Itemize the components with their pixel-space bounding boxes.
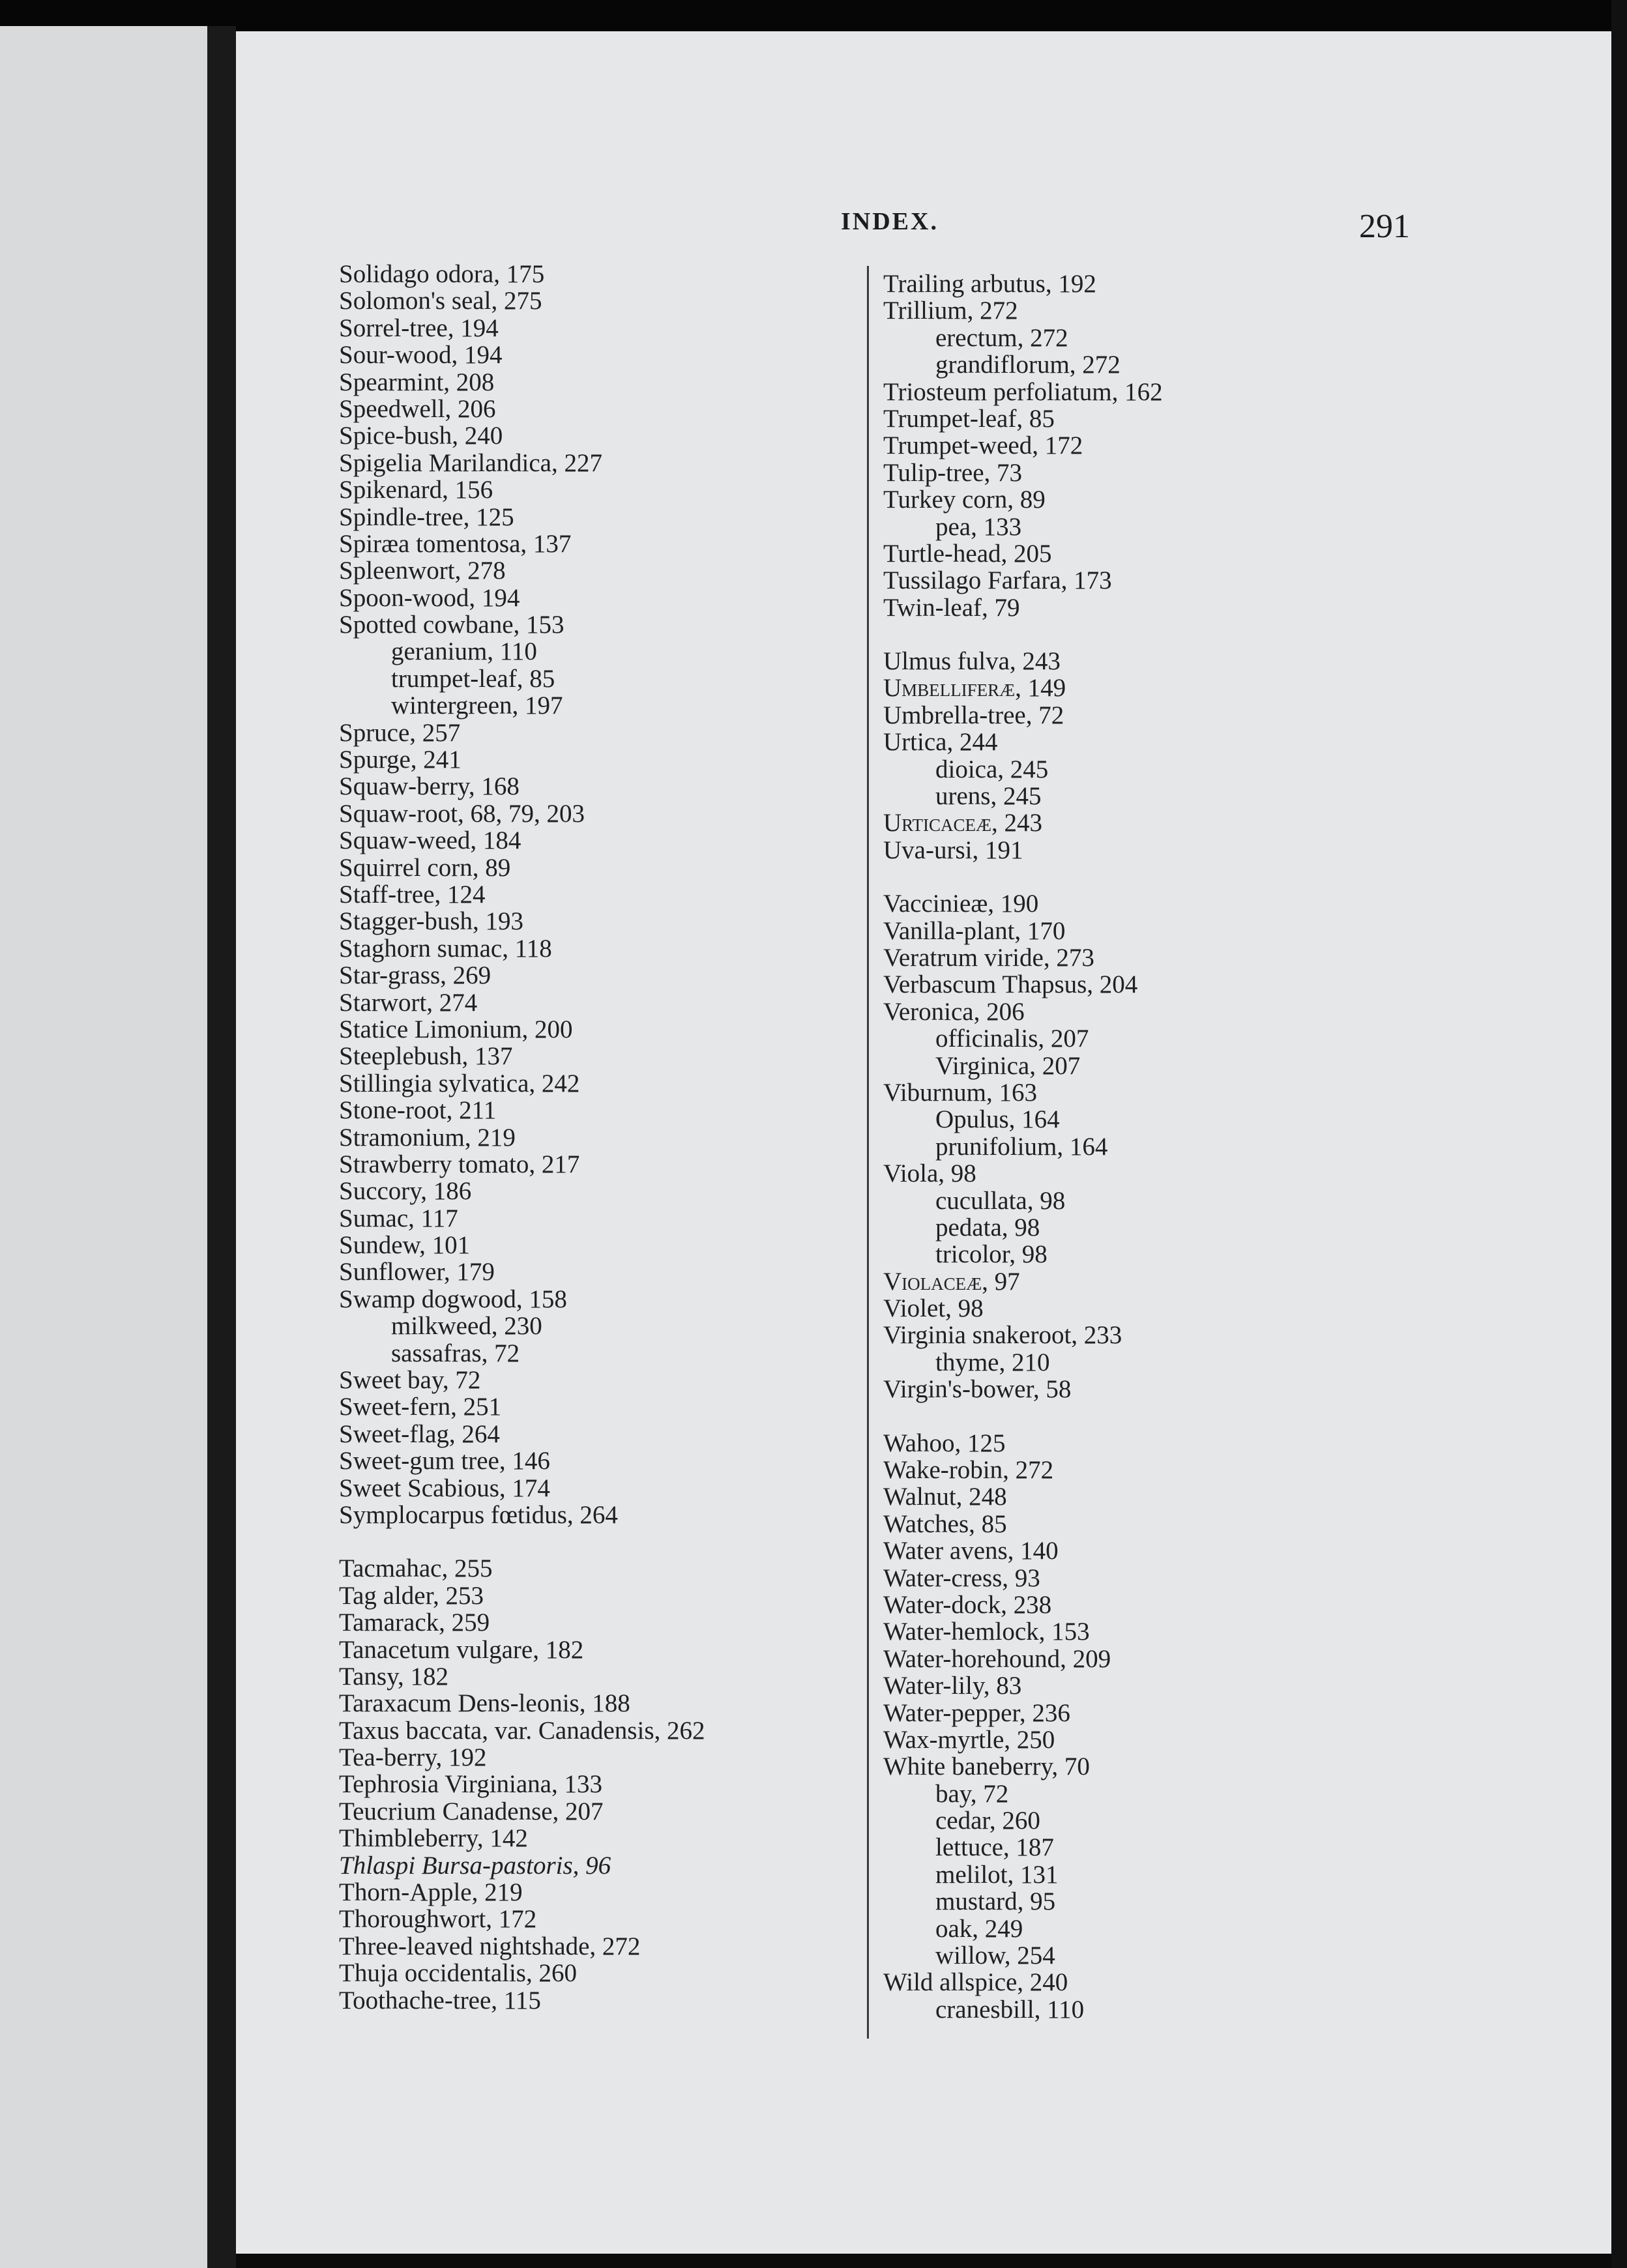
index-subentry: prunifolium, 164 (935, 1132, 1108, 1161)
index-entry: Tacmahac, 255 (339, 1554, 493, 1583)
index-subentry: erectum, 272 (935, 323, 1068, 352)
index-entry: Trillium, 272 (883, 297, 1018, 325)
index-subentry: oak, 249 (935, 1914, 1023, 1943)
index-entry: Steeplebush, 137 (339, 1042, 513, 1071)
index-subentry: bay, 72 (935, 1779, 1009, 1808)
scan-right-edge (1611, 0, 1627, 2268)
index-entry: Three-leaved nightshade, 272 (339, 1932, 641, 1960)
index-subentry: melilot, 131 (935, 1860, 1059, 1889)
index-entry: Solomon's seal, 275 (339, 287, 542, 315)
index-entry: Taxus baccata, var. Canadensis, 262 (339, 1716, 705, 1745)
index-entry: Wax-myrtle, 250 (883, 1725, 1055, 1754)
column-rule (867, 266, 869, 2039)
index-entry: Violet, 98 (883, 1294, 984, 1323)
index-subentry: pea, 133 (935, 512, 1022, 541)
index-entry: Viola, 98 (883, 1159, 976, 1188)
index-entry: Trumpet-leaf, 85 (883, 404, 1055, 433)
index-subentry: Opulus, 164 (935, 1105, 1060, 1134)
index-entry: Tulip-tree, 73 (883, 458, 1023, 487)
index-entry: Stagger-bush, 193 (339, 907, 524, 936)
index-entry: Wake-robin, 272 (883, 1456, 1054, 1485)
index-entry: Swamp dogwood, 158 (339, 1285, 567, 1313)
index-entry: Stone-root, 211 (339, 1096, 497, 1125)
index-entry: Sunflower, 179 (339, 1258, 495, 1287)
index-entry: Virgin's-bower, 58 (883, 1375, 1072, 1404)
index-entry: Tansy, 182 (339, 1662, 449, 1691)
index-entry: Water-dock, 238 (883, 1590, 1052, 1619)
index-entry: Staghorn sumac, 118 (339, 934, 552, 963)
index-entry: Watches, 85 (883, 1509, 1007, 1538)
index-subentry: sassafras, 72 (391, 1339, 520, 1367)
book-gutter (207, 26, 236, 2268)
index-subentry: willow, 254 (935, 1941, 1055, 1970)
index-entry: Spigelia Marilandica, 227 (339, 448, 602, 477)
index-entry: Tussilago Farfara, 173 (883, 566, 1112, 595)
index-subentry: milkweed, 230 (391, 1312, 542, 1341)
index-entry: Umbelliferæ, 149 (883, 674, 1066, 703)
index-entry: Sweet-gum tree, 146 (339, 1447, 550, 1476)
index-entry: Ulmus fulva, 243 (883, 647, 1061, 676)
index-entry: Thlaspi Bursa-pastoris, 96 (339, 1851, 611, 1880)
index-entry: Taraxacum Dens-leonis, 188 (339, 1689, 630, 1718)
running-head: INDEX. (841, 208, 939, 235)
index-subentry: thyme, 210 (935, 1348, 1050, 1376)
index-subentry: mustard, 95 (935, 1887, 1056, 1916)
index-entry: Wild allspice, 240 (883, 1968, 1068, 1997)
index-entry: Symplocarpus fœtidus, 264 (339, 1500, 618, 1529)
index-entry: Tephrosia Virginiana, 133 (339, 1770, 602, 1799)
index-entry: Viburnum, 163 (883, 1078, 1037, 1107)
index-subentry: cedar, 260 (935, 1807, 1040, 1835)
index-subentry: dioica, 245 (935, 755, 1049, 783)
index-entry: Umbrella-tree, 72 (883, 701, 1064, 729)
index-subentry: trumpet-leaf, 85 (391, 664, 555, 693)
index-entry: Sweet Scabious, 174 (339, 1474, 550, 1502)
index-entry: Toothache-tree, 115 (339, 1986, 541, 2014)
index-entry: Squaw-root, 68, 79, 203 (339, 799, 585, 828)
index-entry: Statice Limonium, 200 (339, 1015, 573, 1043)
index-entry: Spearmint, 208 (339, 368, 495, 396)
index-entry: Tea-berry, 192 (339, 1743, 487, 1772)
index-subentry: lettuce, 187 (935, 1833, 1054, 1862)
index-entry: Urtica, 244 (883, 728, 998, 757)
index-entry: Tag alder, 253 (339, 1581, 484, 1610)
index-entry: Turtle-head, 205 (883, 539, 1052, 568)
page-number: 291 (1359, 208, 1410, 245)
index-entry: Veronica, 206 (883, 997, 1025, 1026)
index-entry: Spice-bush, 240 (339, 422, 503, 450)
index-entry: Turkey corn, 89 (883, 486, 1046, 514)
index-subentry: cucullata, 98 (935, 1186, 1066, 1215)
index-entry: Water-horehound, 209 (883, 1644, 1111, 1673)
index-entry: Spotted cowbane, 153 (339, 611, 564, 639)
index-entry: Stillingia sylvatica, 242 (339, 1069, 580, 1098)
index-entry: Star-grass, 269 (339, 961, 491, 990)
index-entry: Succory, 186 (339, 1177, 472, 1206)
index-entry: Trumpet-weed, 172 (883, 431, 1083, 460)
index-entry: Vaccinieæ, 190 (883, 890, 1039, 918)
index-subentry: wintergreen, 197 (391, 691, 563, 720)
index-entry: Water-cress, 93 (883, 1563, 1040, 1592)
index-entry: Spiræa tomentosa, 137 (339, 529, 572, 558)
index-subentry: grandiflorum, 272 (935, 351, 1121, 379)
index-entry: Wahoo, 125 (883, 1429, 1006, 1457)
index-entry: Thuja occidentalis, 260 (339, 1959, 577, 1988)
index-entry: Solidago odora, 175 (339, 260, 545, 288)
index-subentry: Virginica, 207 (935, 1051, 1081, 1080)
index-entry: Sweet bay, 72 (339, 1366, 481, 1395)
index-entry: Sweet-flag, 264 (339, 1419, 500, 1448)
index-entry: Thoroughwort, 172 (339, 1905, 537, 1934)
index-entry: Tamarack, 259 (339, 1608, 490, 1637)
index-entry: Uva-ursi, 191 (883, 836, 1023, 864)
index-entry: Speedwell, 206 (339, 394, 496, 423)
index-entry: Thimbleberry, 142 (339, 1824, 528, 1853)
index-entry: Staff-tree, 124 (339, 880, 486, 909)
index-entry: Squaw-weed, 184 (339, 826, 521, 855)
index-entry: Starwort, 274 (339, 988, 478, 1017)
index-entry: Spleenwort, 278 (339, 557, 506, 585)
index-entry: Violaceæ, 97 (883, 1267, 1020, 1296)
index-column-right (883, 270, 1327, 2023)
index-entry: Walnut, 248 (883, 1483, 1007, 1511)
index-entry: Water-pepper, 236 (883, 1698, 1070, 1727)
index-entry: Sorrel-tree, 194 (339, 313, 499, 342)
index-subentry: tricolor, 98 (935, 1240, 1048, 1269)
facing-page-edge (0, 26, 207, 2268)
index-entry: Squirrel corn, 89 (339, 853, 511, 882)
index-entry: Spindle-tree, 125 (339, 502, 514, 531)
index-entry: Stramonium, 219 (339, 1123, 516, 1152)
index-subentry: cranesbill, 110 (935, 1995, 1085, 2024)
index-entry: Water-lily, 83 (883, 1672, 1022, 1700)
index-entry: White baneberry, 70 (883, 1752, 1090, 1781)
index-entry: Water avens, 140 (883, 1537, 1059, 1565)
index-entry: Veratrum viride, 273 (883, 943, 1094, 972)
index-entry: Sundew, 101 (339, 1231, 471, 1260)
index-entry: Strawberry tomato, 217 (339, 1150, 580, 1178)
index-subentry: geranium, 110 (391, 637, 537, 666)
index-entry: Vanilla-plant, 170 (883, 916, 1066, 945)
index-entry: Verbascum Thapsus, 204 (883, 970, 1138, 999)
index-entry: Squaw-berry, 168 (339, 772, 520, 801)
index-entry: Teucrium Canadense, 207 (339, 1797, 604, 1825)
index-subentry: pedata, 98 (935, 1213, 1040, 1242)
index-entry: Spoon-wood, 194 (339, 583, 520, 612)
index-subentry: officinalis, 207 (935, 1025, 1089, 1053)
index-subentry: urens, 245 (935, 782, 1042, 811)
index-entry: Triosteum perfoliatum, 162 (883, 377, 1163, 406)
index-entry: Spruce, 257 (339, 718, 461, 747)
index-entry: Thorn-Apple, 219 (339, 1878, 523, 1907)
index-entry: Tanacetum vulgare, 182 (339, 1635, 584, 1664)
index-entry: Sumac, 117 (339, 1204, 458, 1232)
index-entry: Trailing arbutus, 192 (883, 270, 1096, 298)
index-entry: Spikenard, 156 (339, 476, 493, 504)
index-entry: Virginia snakeroot, 233 (883, 1321, 1122, 1350)
index-entry: Spurge, 241 (339, 746, 462, 774)
index-entry: Water-hemlock, 153 (883, 1618, 1090, 1646)
index-entry: Sweet-fern, 251 (339, 1393, 502, 1421)
index-column-left (339, 261, 860, 2014)
index-entry: Urticaceæ, 243 (883, 809, 1043, 837)
index-entry: Sour-wood, 194 (339, 341, 503, 370)
index-entry: Twin-leaf, 79 (883, 593, 1020, 622)
